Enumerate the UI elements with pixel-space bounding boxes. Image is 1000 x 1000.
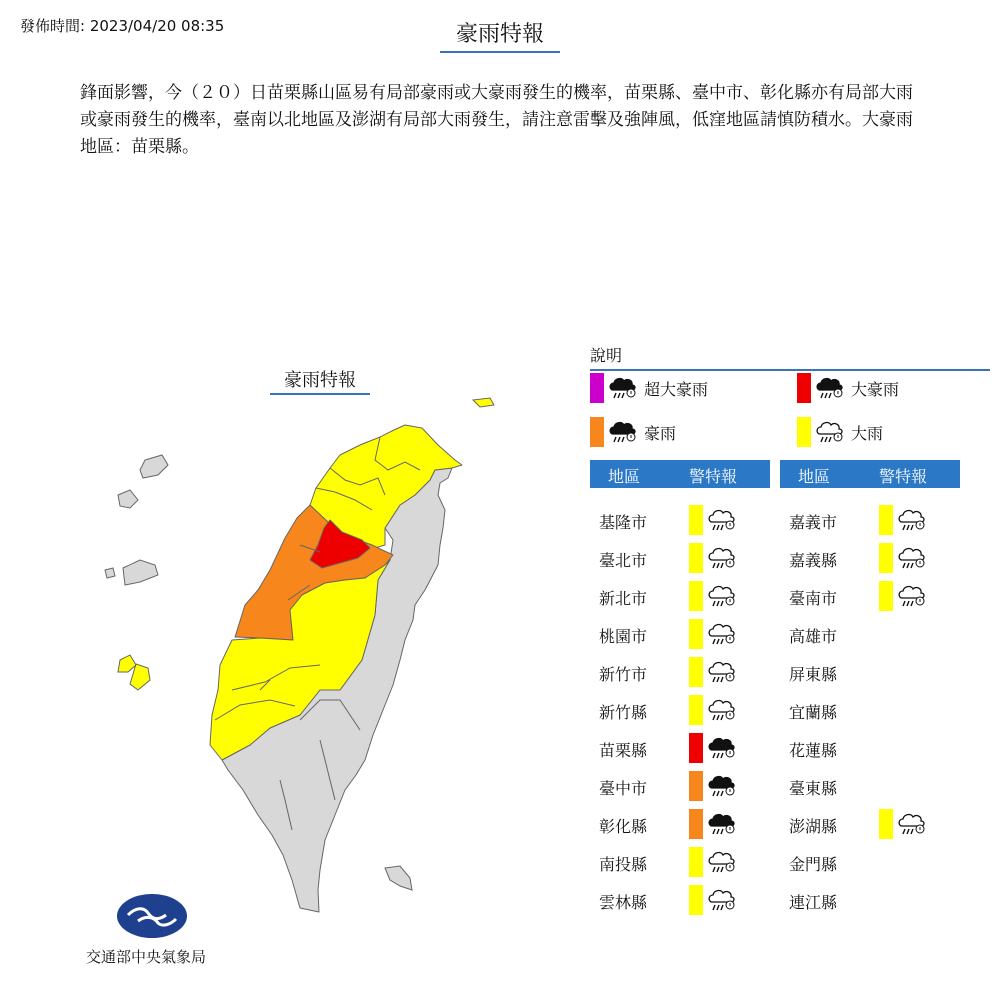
agency-name: 交通部中央氣象局 (86, 948, 207, 966)
warning-level-bar (689, 543, 703, 573)
cwa-logo-icon (116, 893, 188, 939)
table-row (780, 615, 950, 651)
legend-swatch (797, 373, 811, 403)
torrential-rain-icon (608, 417, 638, 447)
map-region-penghu (118, 655, 136, 672)
table-row (780, 881, 950, 917)
region-name: 嘉義市 (789, 513, 838, 532)
table-row (590, 691, 760, 727)
torrential-rain-icon (707, 771, 737, 801)
region-name: 新北市 (599, 589, 648, 608)
region-name: 嘉義縣 (789, 551, 838, 570)
region-name: 屏東縣 (789, 665, 838, 684)
heavy-rain-icon (707, 695, 737, 725)
region-name: 連江縣 (789, 893, 838, 912)
region-name: 南投縣 (599, 855, 648, 874)
table-row (780, 539, 950, 575)
extremely-heavy-rain-icon (707, 733, 737, 763)
region-name: 臺南市 (789, 589, 838, 608)
warning-level-bar (689, 885, 703, 915)
table-row (780, 767, 950, 803)
map-region-matsu (140, 455, 168, 478)
warning-level-bar (689, 695, 703, 725)
legend-title: 說明 (590, 343, 990, 371)
table-header-left (590, 460, 770, 488)
header-region: 地區 (798, 467, 831, 486)
table-row (590, 615, 760, 651)
legend-swatch (590, 417, 604, 447)
table-row (780, 805, 950, 841)
legend-label: 大雨 (851, 423, 884, 443)
legend-swatch (797, 417, 811, 447)
legend-label: 豪雨 (644, 423, 677, 443)
region-name: 彰化縣 (599, 817, 648, 836)
warning-level-bar (689, 847, 703, 877)
header-region: 地區 (608, 467, 641, 486)
legend-item (590, 372, 708, 404)
heavy-rain-icon (707, 505, 737, 535)
heavy-rain-icon (707, 847, 737, 877)
table-row (590, 843, 760, 879)
table-row (590, 501, 760, 537)
warning-level-bar (879, 543, 893, 573)
region-name: 臺中市 (599, 779, 648, 798)
region-name: 金門縣 (789, 855, 838, 874)
heavy-rain-icon (897, 505, 927, 535)
warning-description: 鋒面影響，今（２０）日苗栗縣山區易有局部豪雨或大豪雨發生的機率，苗栗縣、臺中市、彰化縣亦有局部大雨或豪雨發生的機率，臺南以北地區及澎湖有局部大雨發生，請注意雷擊及強陣風，低窪地區請慎防積水。大豪雨地區：苗栗縣。 (80, 83, 913, 157)
region-name: 澎湖縣 (789, 817, 838, 836)
table-row (590, 729, 760, 765)
region-name: 雲林縣 (599, 893, 648, 912)
table-row (780, 501, 950, 537)
table-row (780, 843, 950, 879)
heavy-rain-icon (897, 543, 927, 573)
warning-level-bar (689, 657, 703, 687)
super-torrential-rain-icon (608, 373, 638, 403)
torrential-rain-icon (707, 809, 737, 839)
warning-level-bar (689, 733, 703, 763)
region-name: 高雄市 (789, 627, 838, 646)
region-name: 新竹縣 (599, 703, 648, 722)
heavy-rain-icon (707, 885, 737, 915)
heavy-rain-icon (897, 581, 927, 611)
table-row (590, 767, 760, 803)
warning-level-bar (689, 809, 703, 839)
extremely-heavy-rain-icon (815, 373, 845, 403)
region-name: 花蓮縣 (789, 741, 838, 760)
header-warning: 警特報 (879, 467, 928, 486)
warning-level-bar (689, 771, 703, 801)
table-row (590, 881, 760, 917)
heavy-rain-icon (707, 657, 737, 687)
region-name: 臺東縣 (789, 779, 838, 798)
table-row (590, 539, 760, 575)
legend-item (590, 416, 676, 448)
warning-level-bar (689, 619, 703, 649)
legend-item (797, 416, 883, 448)
table-row (780, 653, 950, 689)
publish-time: 發佈時間: 2023/04/20 08:35 (20, 17, 225, 35)
heavy-rain-icon (707, 543, 737, 573)
heavy-rain-icon (707, 619, 737, 649)
legend-swatch (590, 373, 604, 403)
region-name: 新竹市 (599, 665, 648, 684)
table-row (780, 577, 950, 613)
table-header-right (780, 460, 960, 488)
warning-level-bar (879, 581, 893, 611)
warning-level-bar (879, 809, 893, 839)
region-name: 臺北市 (599, 551, 648, 570)
legend-label: 大豪雨 (851, 379, 900, 399)
page-title: 豪雨特報 (440, 17, 560, 53)
warning-level-bar (879, 505, 893, 535)
warning-level-bar (689, 581, 703, 611)
legend-item (797, 372, 899, 404)
map-region-kinmen (123, 560, 158, 585)
legend-label: 超大豪雨 (644, 379, 709, 399)
heavy-rain-icon (897, 809, 927, 839)
region-name: 苗栗縣 (599, 741, 648, 760)
region-name: 宜蘭縣 (789, 703, 838, 722)
heavy-rain-icon (815, 417, 845, 447)
heavy-rain-icon (707, 581, 737, 611)
warning-level-bar (689, 505, 703, 535)
region-name: 基隆市 (599, 513, 648, 532)
map-title: 豪雨特報 (270, 366, 370, 395)
table-row (590, 805, 760, 841)
region-name: 桃園市 (599, 627, 648, 646)
header-warning: 警特報 (689, 467, 738, 486)
table-row (590, 653, 760, 689)
table-row (780, 691, 950, 727)
table-row (590, 577, 760, 613)
table-row (780, 729, 950, 765)
